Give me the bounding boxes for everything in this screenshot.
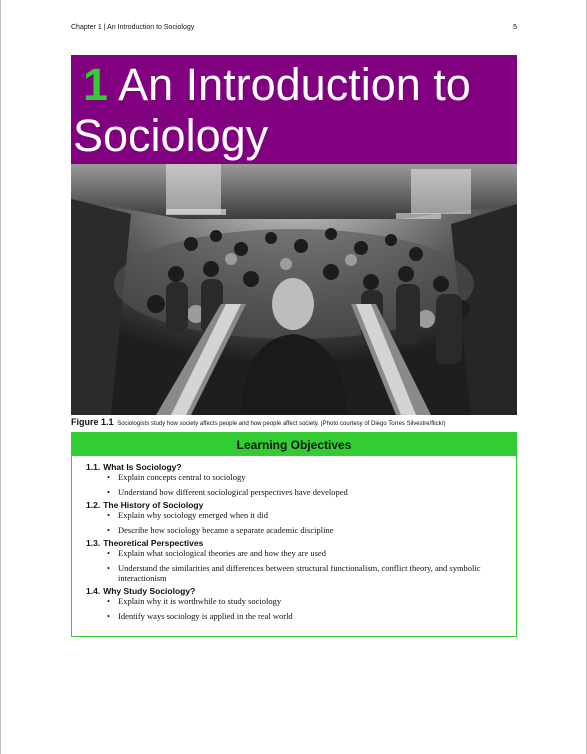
objective-item: • Explain why sociology emerged when it did [107,510,268,520]
bullet-icon: • [107,596,110,606]
bullet-icon: • [107,510,110,520]
section-title [86,586,516,596]
figure-caption [71,417,521,427]
objective-item: • Explain what sociological theories are and how they are used [107,548,326,558]
objective-section [86,462,516,497]
bullet-icon: • [107,472,110,482]
section-title-text: Why Study Sociology? [103,586,196,596]
learning-objectives-heading: Learning Objectives [72,433,516,456]
running-header [71,24,517,31]
objective-item: • Describe how sociology became a separate academic discipline [107,525,334,535]
running-title: Chapter 1 | An Introduction to Sociology [71,24,195,31]
objective-item: • Explain concepts central to sociology [107,472,246,482]
objective-section [86,586,516,621]
section-number: 1.1. [86,462,101,472]
objective-item: • Identify ways sociology is applied in the real world [107,611,293,621]
learning-objectives-box [71,432,517,637]
objective-section [86,500,516,535]
objective-item: • Explain why it is worthwhile to study sociology [107,596,282,606]
figure-caption-text: Sociologists study how society affects people and how people affect society. (Photo courtesy of Diego Torres Silvestre/flickr) [117,421,446,427]
section-title [86,500,516,510]
section-number: 1.4. [86,586,101,596]
section-title-text: Theoretical Perspectives [103,538,204,548]
bullet-icon: • [107,563,110,573]
objective-item: • Understand the similarities and differences between structural functionalism, conflict theory, and symbolic interactionism [107,563,481,583]
chapter-heading [73,59,513,161]
bullet-icon: • [107,525,110,535]
section-number: 1.3. [86,538,101,548]
bullet-icon: • [107,611,110,621]
chapter-banner [71,55,517,164]
learning-objectives-list [72,456,516,621]
bullet-icon: • [107,487,110,497]
figure-label: Figure 1.1 [71,417,114,427]
section-title [86,462,516,472]
section-title [86,538,516,548]
chapter-number: 1 [83,59,109,110]
section-title-text: The History of Sociology [103,500,204,510]
objective-section [86,538,516,583]
crowd-escalator-photo [71,164,517,415]
objective-item: • Understand how different sociological perspectives have developed [107,487,348,497]
section-number: 1.2. [86,500,101,510]
page-number: 5 [513,24,517,31]
bullet-icon: • [107,548,110,558]
section-title-text: What Is Sociology? [103,462,182,472]
chapter-title: An Introduction to Sociology [73,59,471,161]
